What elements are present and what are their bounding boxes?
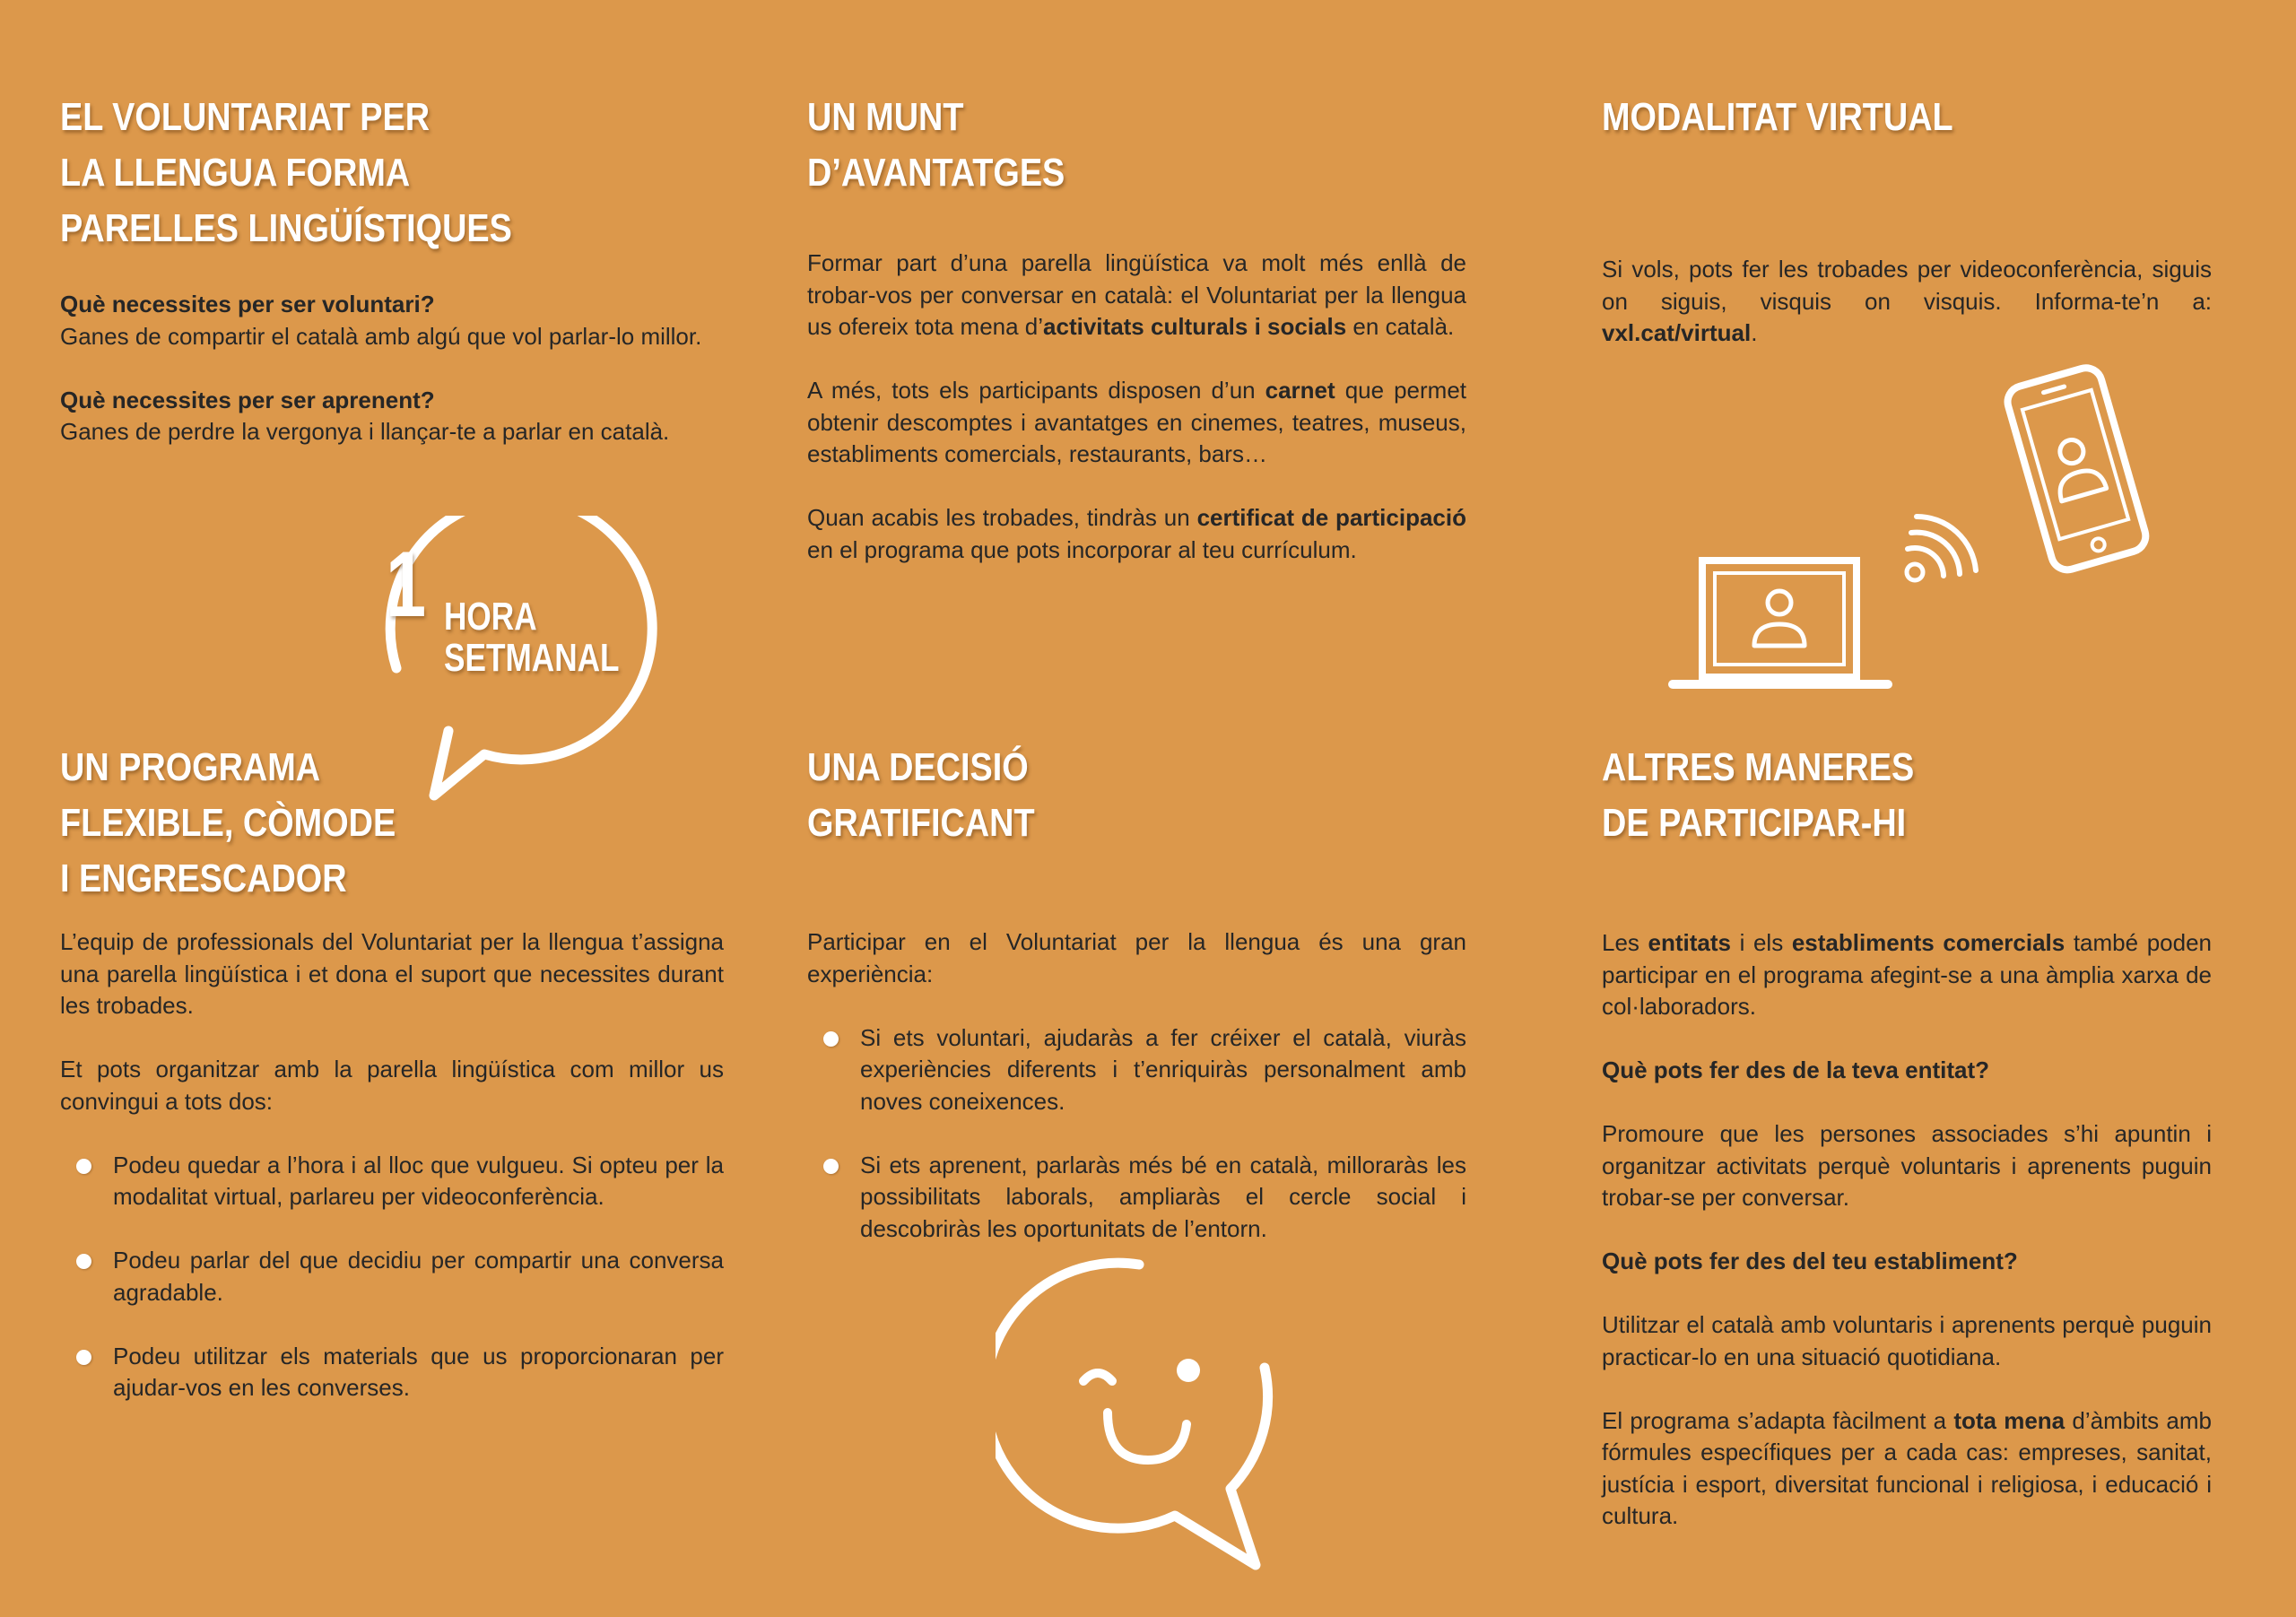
paragraph: Participar en el Voluntariat per la llengua és una gran experiència: xyxy=(807,928,1466,987)
title-line: PARELLES LINGÜÍSTIQUES xyxy=(60,206,512,250)
title-line: UN MUNT xyxy=(807,95,964,139)
badge-line-setmanal: SETMANAL xyxy=(444,636,620,680)
section-body-parelles xyxy=(60,289,724,448)
paragraph: Et pots organitzar amb la parella lingüística com millor us convingui a tots dos: xyxy=(60,1056,724,1115)
paragraph: Formar part d’una parella lingüística va molt més enllà de trobar-vos per conversar en català: el Voluntariat per la llengua us ofereix tota mena d’activitats culturals i socials en català. xyxy=(807,249,1466,340)
bullet-icon xyxy=(76,1159,91,1174)
title-line: D’AVANTATGES xyxy=(807,151,1065,195)
paragraph: Quan acabis les trobades, tindràs un certificat de participació en el programa que pots incorporar al teu currículum. xyxy=(807,504,1466,563)
answer-establiment: Utilitzar el català amb voluntaris i aprenents perquè puguin practicar-lo en una situació quotidiana. xyxy=(1602,1311,2212,1370)
paragraph: Si vols, pots fer les trobades per videoconferència, siguis on siguis, visquis on visquis. Informa-te’n a: vxl.cat/virtual. xyxy=(1602,256,2212,346)
badge-number: 1 xyxy=(386,533,427,637)
badge-label xyxy=(444,596,620,679)
section-body-virtual xyxy=(1602,254,2212,350)
section-title-programa xyxy=(60,740,396,907)
list-item: Podeu parlar del que decidiu per compartir una conversa agradable. xyxy=(60,1245,724,1308)
answer-aprenent: Ganes de perdre la vergonya i llançar-te a parlar en català. xyxy=(60,418,670,445)
section-title-virtual xyxy=(1602,90,1953,145)
answer-entitat: Promoure que les persones associades s’hi apuntin i organitzar activitats perquè voluntaris i aprenents puguin trobar-se per conversar. xyxy=(1602,1120,2212,1211)
answer-voluntari: Ganes de compartir el català amb algú que vol parlar-lo millor. xyxy=(60,322,702,350)
bullet-icon xyxy=(76,1350,91,1365)
question-entitat: Què pots fer des de la teva entitat? xyxy=(1602,1056,1989,1083)
section-body-decisio xyxy=(807,926,1466,1245)
title-line: ALTRES MANERES xyxy=(1602,745,1915,789)
section-title-decisio xyxy=(807,740,1035,851)
list-item: Si ets voluntari, ajudaràs a fer créixer el català, viuràs experiències diferents i t’enriquiràs personalment amb noves coneixences. xyxy=(807,1022,1466,1118)
question-aprenent: Què necessites per ser aprenent? xyxy=(60,386,435,413)
title-line: I ENGRESCADOR xyxy=(60,856,347,900)
list-item: Podeu utilitzar els materials que us proporcionaran per ajudar-vos en les converses. xyxy=(60,1341,724,1404)
virtual-link[interactable]: vxl.cat/virtual xyxy=(1602,319,1752,346)
section-title-avantatges xyxy=(807,90,1065,201)
title-line: FLEXIBLE, CÒMODE xyxy=(60,801,396,845)
title-line: EL VOLUNTARIAT PER xyxy=(60,95,430,139)
badge-line-hora: HORA xyxy=(444,595,537,639)
winking-face-speech-bubble-icon xyxy=(996,1256,1292,1583)
smartphone-icon xyxy=(1991,363,2161,578)
laptop-icon xyxy=(1668,556,1892,691)
bullet-list xyxy=(60,1150,724,1404)
title-line: GRATIFICANT xyxy=(807,801,1035,845)
paragraph: L’equip de professionals del Voluntariat per la llengua t’assigna una parella lingüística i et dona el suport que necessites durant les trobades. xyxy=(60,928,724,1019)
title-line: MODALITAT VIRTUAL xyxy=(1602,95,1953,139)
title-line: UNA DECISIÓ xyxy=(807,745,1029,789)
question-establiment: Què pots fer des del teu establiment? xyxy=(1602,1248,2018,1274)
question-voluntari: Què necessites per ser voluntari? xyxy=(60,291,435,317)
title-line: DE PARTICIPAR-HI xyxy=(1602,801,1907,845)
section-title-altres xyxy=(1602,740,1914,851)
title-line: LA LLENGUA FORMA xyxy=(60,151,411,195)
bullet-icon xyxy=(823,1031,839,1047)
section-body-programa xyxy=(60,926,724,1404)
section-body-avantatges xyxy=(807,248,1466,566)
list-item: Si ets aprenent, parlaràs més bé en català, milloraràs les possibilitats laborals, ampliaràs el cercle social i descobriràs les oportunitats de l’entorn. xyxy=(807,1150,1466,1246)
bullet-icon xyxy=(76,1254,91,1269)
list-item: Podeu quedar a l’hora i al lloc que vulgueu. Si opteu per la modalitat virtual, parlareu per videoconferència. xyxy=(60,1150,724,1213)
paragraph: Les entitats i els establiments comercials també poden participar en el programa afegint-se a una àmplia xarxa de col·laboradors. xyxy=(1602,929,2212,1020)
section-title-parelles xyxy=(60,90,512,256)
paragraph: A més, tots els participants disposen d’un carnet que permet obtenir descomptes i avantatges en cinemes, teatres, museus, establiments comercials, restaurants, bars… xyxy=(807,377,1467,467)
paragraph: El programa s’adapta fàcilment a tota mena d’àmbits amb fórmules específiques per a cada cas: empreses, sanitat, justícia i esport, diversitat funcional i religiosa, i educació i cultura. xyxy=(1602,1406,2212,1529)
title-line: UN PROGRAMA xyxy=(60,745,321,789)
bullet-list xyxy=(807,1022,1466,1246)
wireless-signal-icon xyxy=(1897,502,2000,592)
section-body-altres xyxy=(1602,927,2212,1533)
bullet-icon xyxy=(823,1159,839,1174)
